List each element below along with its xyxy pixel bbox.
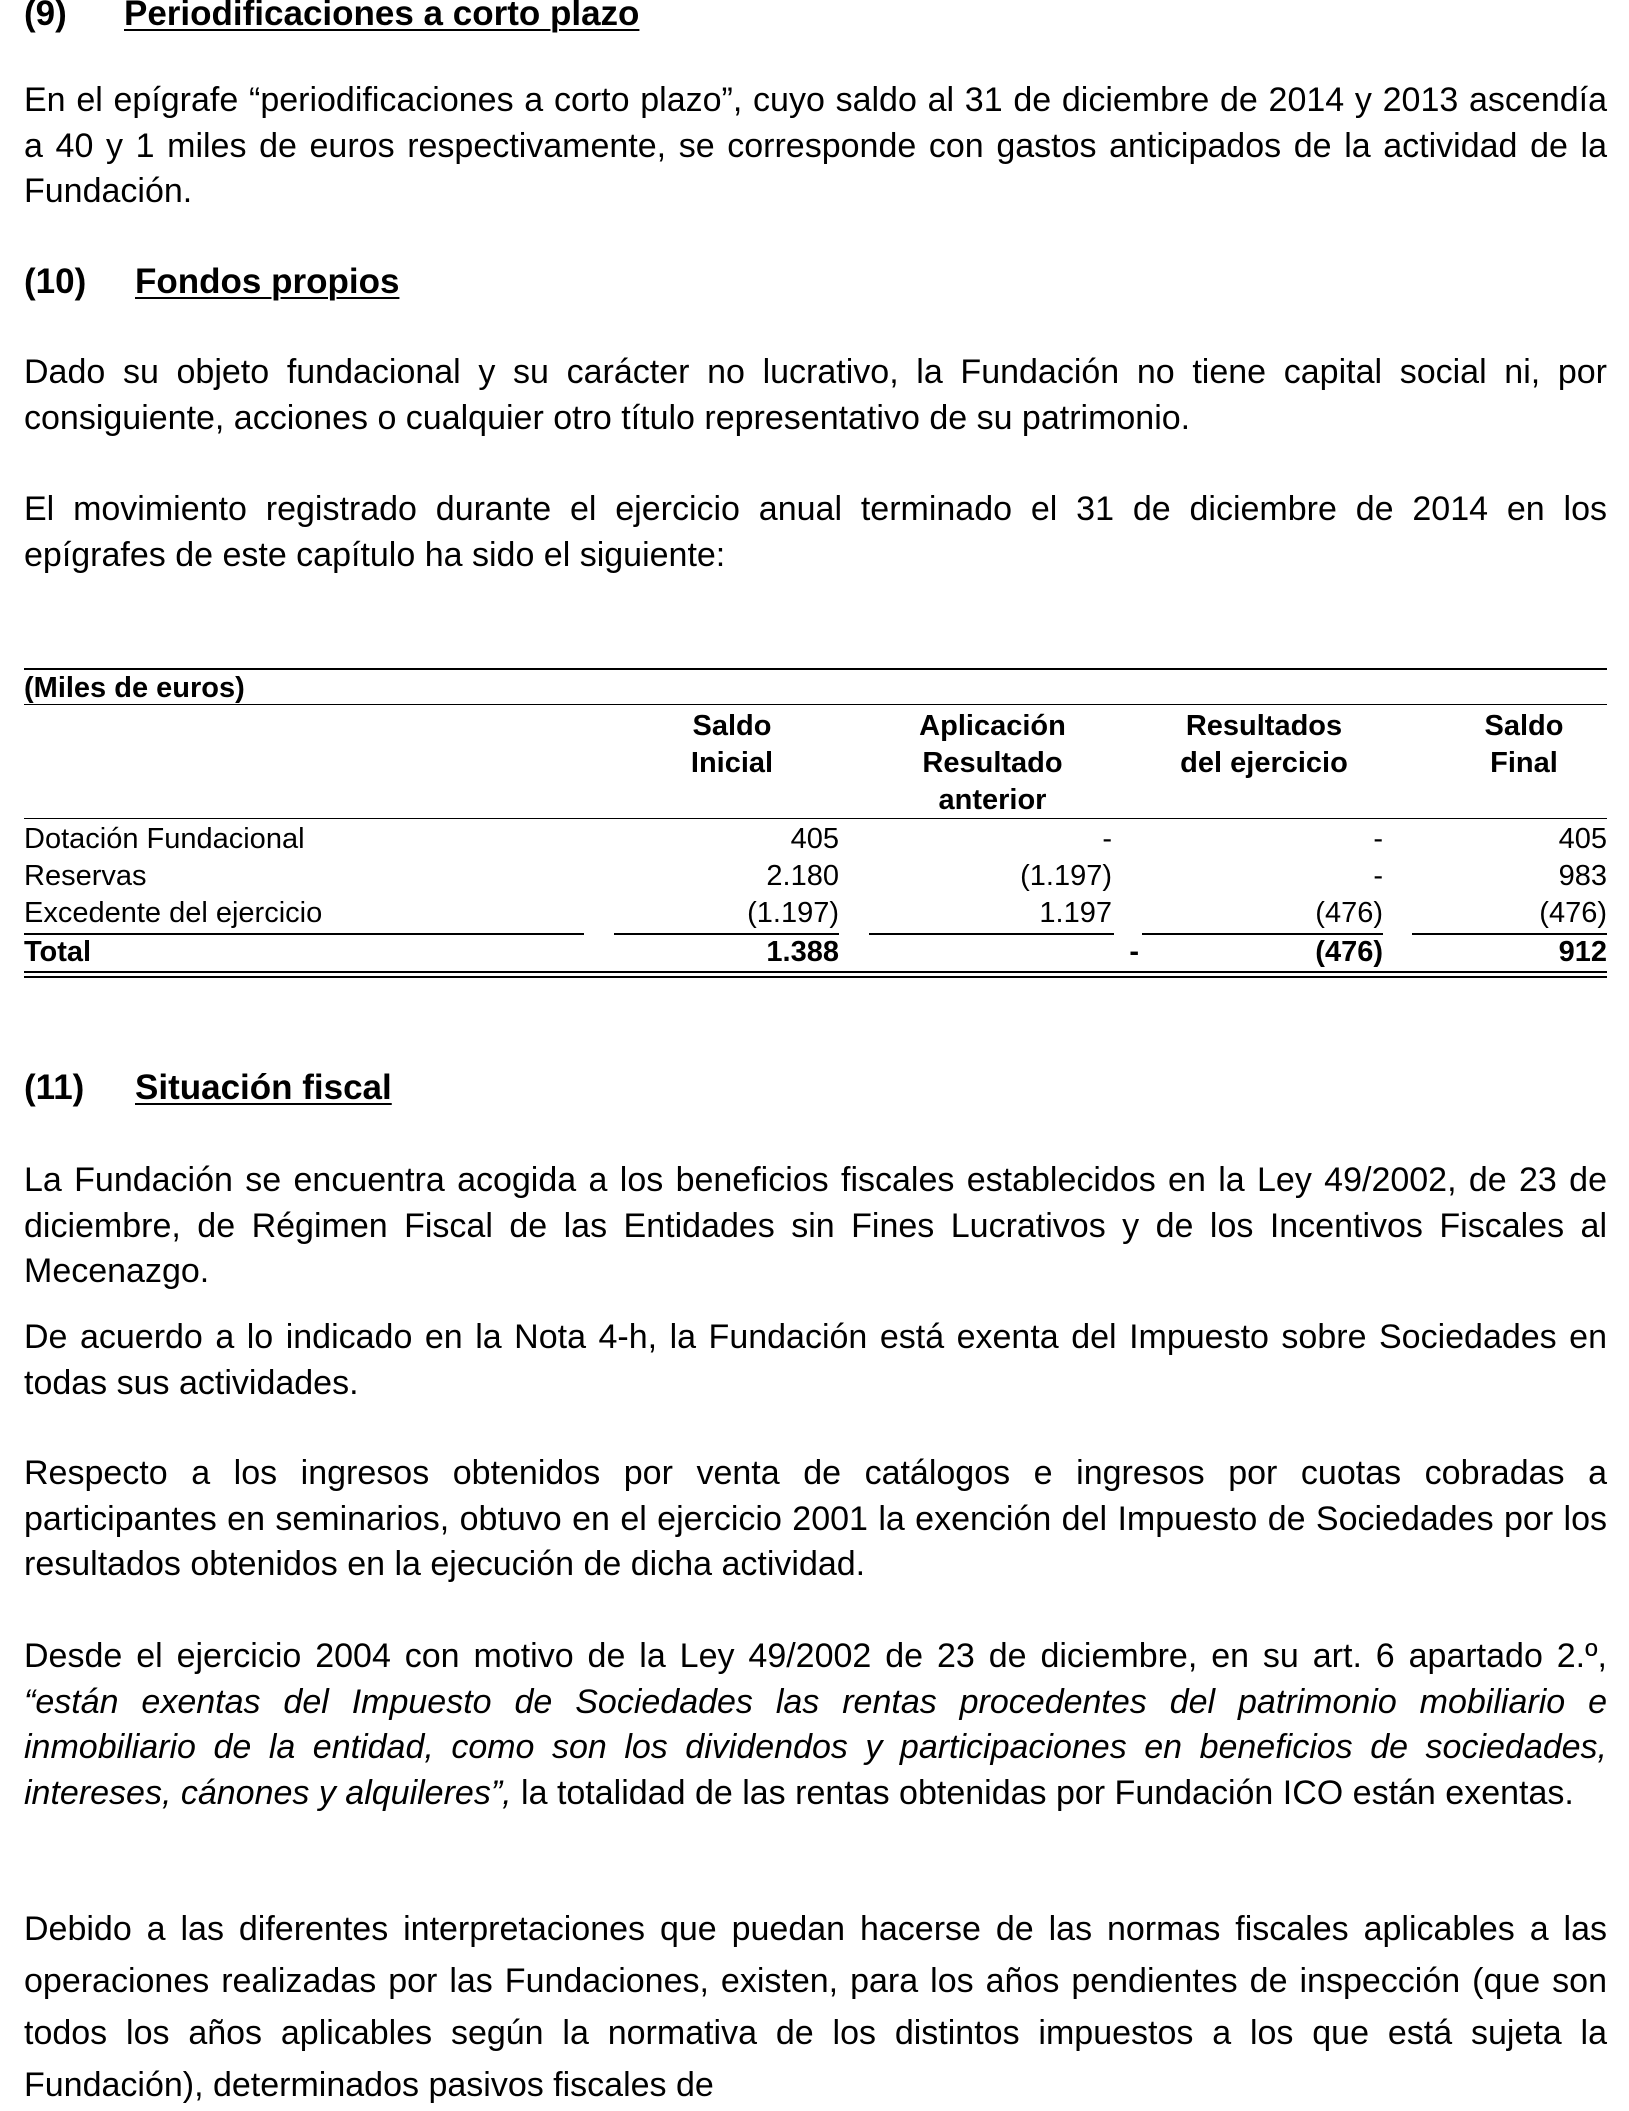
cell-dotacion-aplicacion: - xyxy=(1102,823,1112,855)
cell-dotacion-saldo-final: 405 xyxy=(1558,823,1607,855)
section-11-title: Situación fiscal xyxy=(135,1068,392,1107)
section-11-paragraph-3: Respecto a los ingresos obtenidos por venta de catálogos e ingresos por cuotas cobradas a participantes en seminarios, obtuvo en el ejercicio 2001 la exención del Impuesto de Sociedades por los resultados obtenidos en la ejecución de dicha actividad. xyxy=(24,1454,1607,1583)
section-9-number: (9) xyxy=(24,0,67,33)
table-header-rule xyxy=(24,818,1607,819)
row-label-excedente: Excedente del ejercicio xyxy=(24,897,323,929)
cell-total-saldo-inicial: 1.388 xyxy=(766,936,839,968)
cell-reservas-aplicacion: (1.197) xyxy=(1020,860,1112,892)
section-9-title: Periodificaciones a corto plazo xyxy=(124,0,640,33)
table-bottom-rule-1 xyxy=(24,971,1607,973)
section-11-paragraph-2: De acuerdo a lo indicado en la Nota 4-h, la Fundación está exenta del Impuesto sobre Sociedades en todas sus actividades. xyxy=(24,1318,1607,1402)
cell-dotacion-saldo-inicial: 405 xyxy=(790,823,839,855)
column-header-aplicacion-resultado: Aplicación Resultado anterior xyxy=(919,710,1066,816)
cell-excedente-resultados: (476) xyxy=(1315,897,1383,929)
section-11-paragraph-4 xyxy=(24,1634,1607,1816)
table-top-rule xyxy=(24,668,1607,670)
section-9-paragraph: En el epígrafe “periodificaciones a corto plazo”, cuyo saldo al 31 de diciembre de 2014 y 2013 ascendía a 40 y 1 miles de euros respectivamente, se corresponde con gastos anticipados de la actividad de la Fundación. xyxy=(24,81,1607,210)
row-label-dotacion: Dotación Fundacional xyxy=(24,823,305,855)
paragraph-4-intro: Desde el ejercicio 2004 con motivo de la Ley 49/2002 de 23 de diciembre, en su art. 6 apartado 2.º, xyxy=(24,1637,1607,1675)
section-11-heading xyxy=(24,1068,392,1108)
cell-total-saldo-final: 912 xyxy=(1558,936,1607,968)
section-10-title: Fondos propios xyxy=(135,262,400,301)
total-rule-label xyxy=(24,933,584,935)
paragraph-4-quote: “están exentas del Impuesto de Sociedades las rentas procedentes del patrimonio mobiliario e inmobiliario de la entidad, como son los dividendos y participaciones en beneficios de sociedades, intereses, cánones y alquileres”, xyxy=(24,1682,1607,1812)
cell-excedente-aplicacion: 1.197 xyxy=(1039,897,1112,929)
cell-reservas-resultados: - xyxy=(1373,860,1383,892)
section-11-number: (11) xyxy=(24,1068,85,1107)
row-label-reservas: Reservas xyxy=(24,860,147,892)
section-11-paragraph-5: Debido a las diferentes interpretaciones que puedan hacerse de las normas fiscales aplicables a las operaciones realizadas por las Fundaciones, existen, para los años pendientes de inspección (que son todos los años aplicables según la normativa de los distintos impuestos a los que está sujeta la Fundación), determinados pasivos fiscales de xyxy=(24,1910,1607,2104)
cell-reservas-saldo-final: 983 xyxy=(1558,860,1607,892)
section-10-heading xyxy=(24,262,399,302)
column-header-resultados-ejercicio: Resultados del ejercicio xyxy=(1180,710,1348,779)
fondos-propios-table xyxy=(24,668,1607,978)
cell-total-resultados: (476) xyxy=(1315,936,1383,968)
cell-excedente-saldo-final: (476) xyxy=(1539,897,1607,929)
column-header-saldo-inicial: Saldo Inicial xyxy=(690,710,774,779)
table-unit-rule xyxy=(24,704,1607,705)
section-10-paragraph-2: El movimiento registrado durante el ejercicio anual terminado el 31 de diciembre de 2014 en los epígrafes de este capítulo ha sido el siguiente: xyxy=(24,490,1607,574)
section-10-number: (10) xyxy=(24,262,87,301)
paragraph-4-end: la totalidad de las rentas obtenidas por Fundación ICO están exentas. xyxy=(511,1773,1574,1812)
column-header-saldo-final: Saldo Final xyxy=(1484,710,1564,779)
cell-excedente-saldo-inicial: (1.197) xyxy=(747,897,839,929)
cell-dotacion-resultados: - xyxy=(1373,823,1383,855)
table-bottom-rule-2 xyxy=(24,976,1607,978)
section-10-paragraph-1: Dado su objeto fundacional y su carácter no lucrativo, la Fundación no tiene capital social ni, por consiguiente, acciones o cualquier otro título representativo de su patrimonio. xyxy=(24,353,1607,437)
section-11-paragraph-1: La Fundación se encuentra acogida a los beneficios fiscales establecidos en la Ley 49/2002, de 23 de diciembre, de Régimen Fiscal de las Entidades sin Fines Lucrativos y de los Incentivos Fiscales al Mecenazgo. xyxy=(24,1161,1607,1290)
cell-total-aplicacion: - xyxy=(1129,936,1139,968)
row-label-total: Total xyxy=(24,936,92,968)
table-unit-label: (Miles de euros) xyxy=(24,672,245,704)
section-9-heading xyxy=(24,0,639,34)
cell-reservas-saldo-inicial: 2.180 xyxy=(766,860,839,892)
